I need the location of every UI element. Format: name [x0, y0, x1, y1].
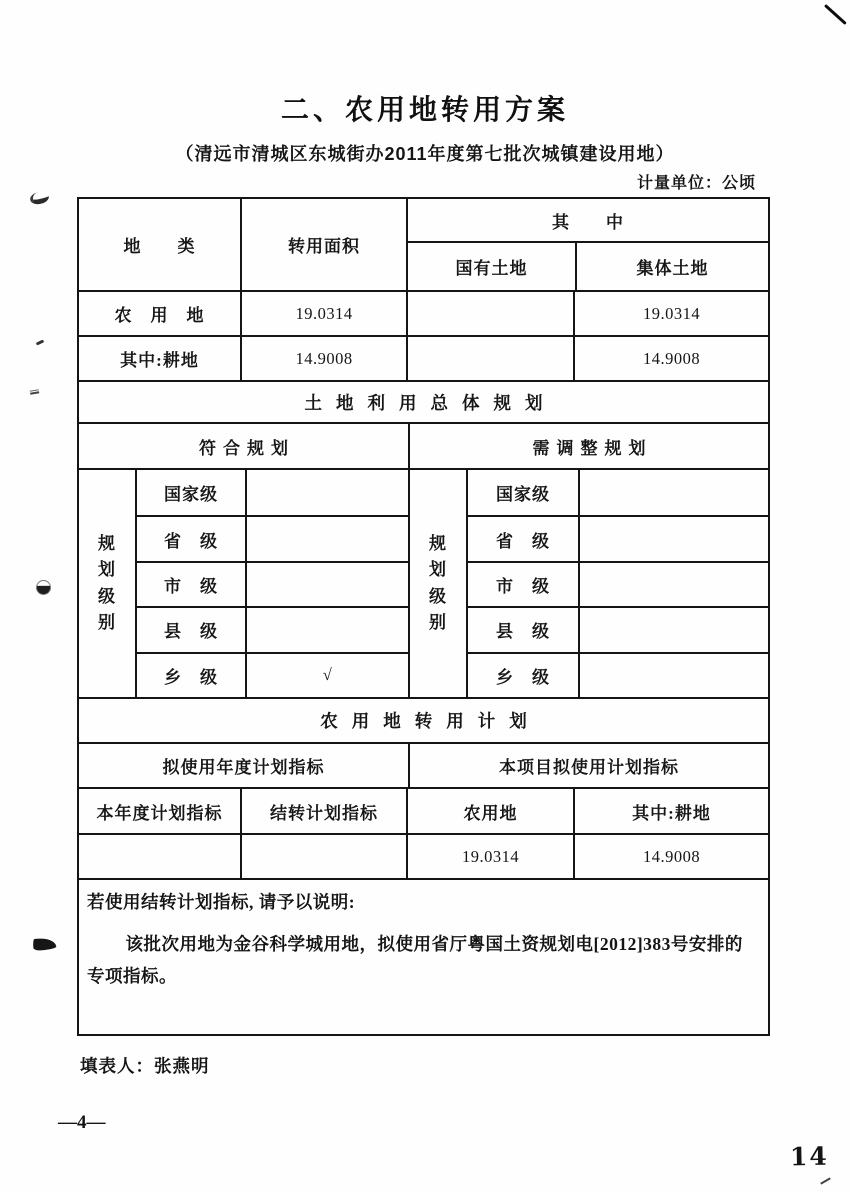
- header-state-owned-land: 国有土地: [455, 259, 528, 278]
- note-label: 若使用结转计划指标, 请予以说明:: [87, 892, 356, 912]
- plan-value-current-year: [79, 835, 240, 878]
- adjust-value-township: [578, 652, 768, 697]
- plan-split-header: [79, 742, 768, 787]
- adjust-level-township: 乡 级: [466, 652, 578, 697]
- plan-value-cultivated: 14.9008: [573, 835, 768, 878]
- adjust-value-province: [578, 515, 768, 560]
- plan-col-cultivated: 其中:耕地: [573, 789, 768, 833]
- adjust-level-county: 县 级: [466, 606, 578, 651]
- planning-levels-section: [79, 468, 768, 697]
- conform-value-township-checkmark: √: [245, 652, 408, 697]
- document-title: 二、农用地转用方案: [280, 94, 569, 125]
- conform-level-province: 省 级: [135, 515, 245, 560]
- note-body: 该批次用地为金谷科学城用地，拟使用省厅粤国土资规划电[2012]383号安排的专项指标。: [87, 934, 743, 987]
- measurement-unit-note: 计量单位：公顷: [636, 175, 756, 192]
- cultivated-collective-value: 14.9008: [573, 337, 768, 380]
- adjust-planning-header: 需调整规划: [408, 424, 768, 468]
- plan-values-row: [79, 833, 768, 878]
- conform-level-county: 县 级: [135, 606, 245, 651]
- conform-levels-grid: [79, 470, 408, 697]
- header-collective-land: 集体土地: [575, 243, 768, 290]
- row-category-label: 其中:耕地: [120, 351, 199, 370]
- adjust-level-province: 省 级: [466, 515, 578, 560]
- header-among-which-group: [406, 199, 768, 290]
- table-row-agricultural-land: [79, 290, 768, 335]
- project-plan-header: 本项目拟使用计划指标: [408, 744, 768, 787]
- adjust-value-county: [578, 606, 768, 651]
- conform-level-city: 市 级: [135, 561, 245, 606]
- ink-smudge: [36, 339, 45, 345]
- table-row-cultivated-land: [79, 335, 768, 380]
- cultivated-state-owned-value: [406, 337, 573, 380]
- header-conversion-area: 转用面积: [240, 199, 406, 290]
- plan-column-headers: [79, 787, 768, 833]
- table-header-row: [79, 199, 768, 290]
- header-land-category: 地 类: [123, 237, 196, 256]
- conversion-plan-title: 农用地转用计划: [320, 711, 541, 731]
- conform-value-national: [245, 470, 408, 515]
- vertical-label-text: 规划级别: [97, 533, 116, 632]
- conform-level-national: 国家级: [135, 470, 245, 515]
- conform-value-city: [245, 561, 408, 606]
- agricultural-conversion-area-value: 19.0314: [240, 292, 406, 335]
- overall-planning-section: [79, 380, 768, 422]
- plan-value-agricultural: 19.0314: [406, 835, 573, 878]
- pen-mark-diagonal: [824, 4, 847, 25]
- ink-smudge: [30, 389, 40, 395]
- conform-value-province: [245, 515, 408, 560]
- plan-col-current-year: 本年度计划指标: [96, 803, 223, 823]
- overall-planning-title: 土地利用总体规划: [304, 392, 557, 413]
- plan-col-agricultural: 农用地: [406, 789, 573, 833]
- planning-split-header: [79, 422, 768, 468]
- corner-page-stamp: 14: [789, 1141, 830, 1172]
- row-category-label: 农 用 地: [114, 306, 205, 325]
- pen-tick-mark: [820, 1177, 831, 1184]
- conversion-plan-section: [79, 697, 768, 742]
- agricultural-collective-value: 19.0314: [573, 292, 768, 335]
- plan-col-carryover: 结转计划指标: [240, 789, 406, 833]
- conform-level-township: 乡 级: [135, 652, 245, 697]
- plan-value-carryover: [240, 835, 406, 878]
- header-among-which: 其 中: [408, 199, 768, 243]
- conform-planning-header: 符合规划: [199, 438, 295, 458]
- preparer-name: 填表人：张燕明: [80, 1056, 210, 1076]
- document-subtitle: （清远市清城区东城街办2011年度第七批次城镇建设用地）: [175, 144, 675, 164]
- adjust-level-axis-label: [410, 470, 466, 697]
- agricultural-state-owned-value: [406, 292, 573, 335]
- ink-smudge: [29, 190, 50, 206]
- ink-smudge: [36, 580, 51, 595]
- conform-level-axis-label: [79, 470, 135, 697]
- conform-value-county: [245, 606, 408, 651]
- adjust-level-city: 市 级: [466, 561, 578, 606]
- adjust-value-city: [578, 561, 768, 606]
- carryover-note-section: [79, 878, 768, 1034]
- page-number: —4—: [58, 1112, 106, 1133]
- adjust-value-national: [578, 470, 768, 515]
- header-subcolumns: [408, 243, 768, 290]
- cultivated-conversion-area-value: 14.9008: [240, 337, 406, 380]
- ink-smudge: [32, 937, 56, 951]
- land-conversion-table: [77, 197, 770, 1036]
- vertical-label-text: 规划级别: [428, 533, 447, 632]
- adjust-levels-grid: [408, 470, 768, 697]
- annual-plan-header: 拟使用年度计划指标: [162, 758, 325, 777]
- adjust-level-national: 国家级: [466, 470, 578, 515]
